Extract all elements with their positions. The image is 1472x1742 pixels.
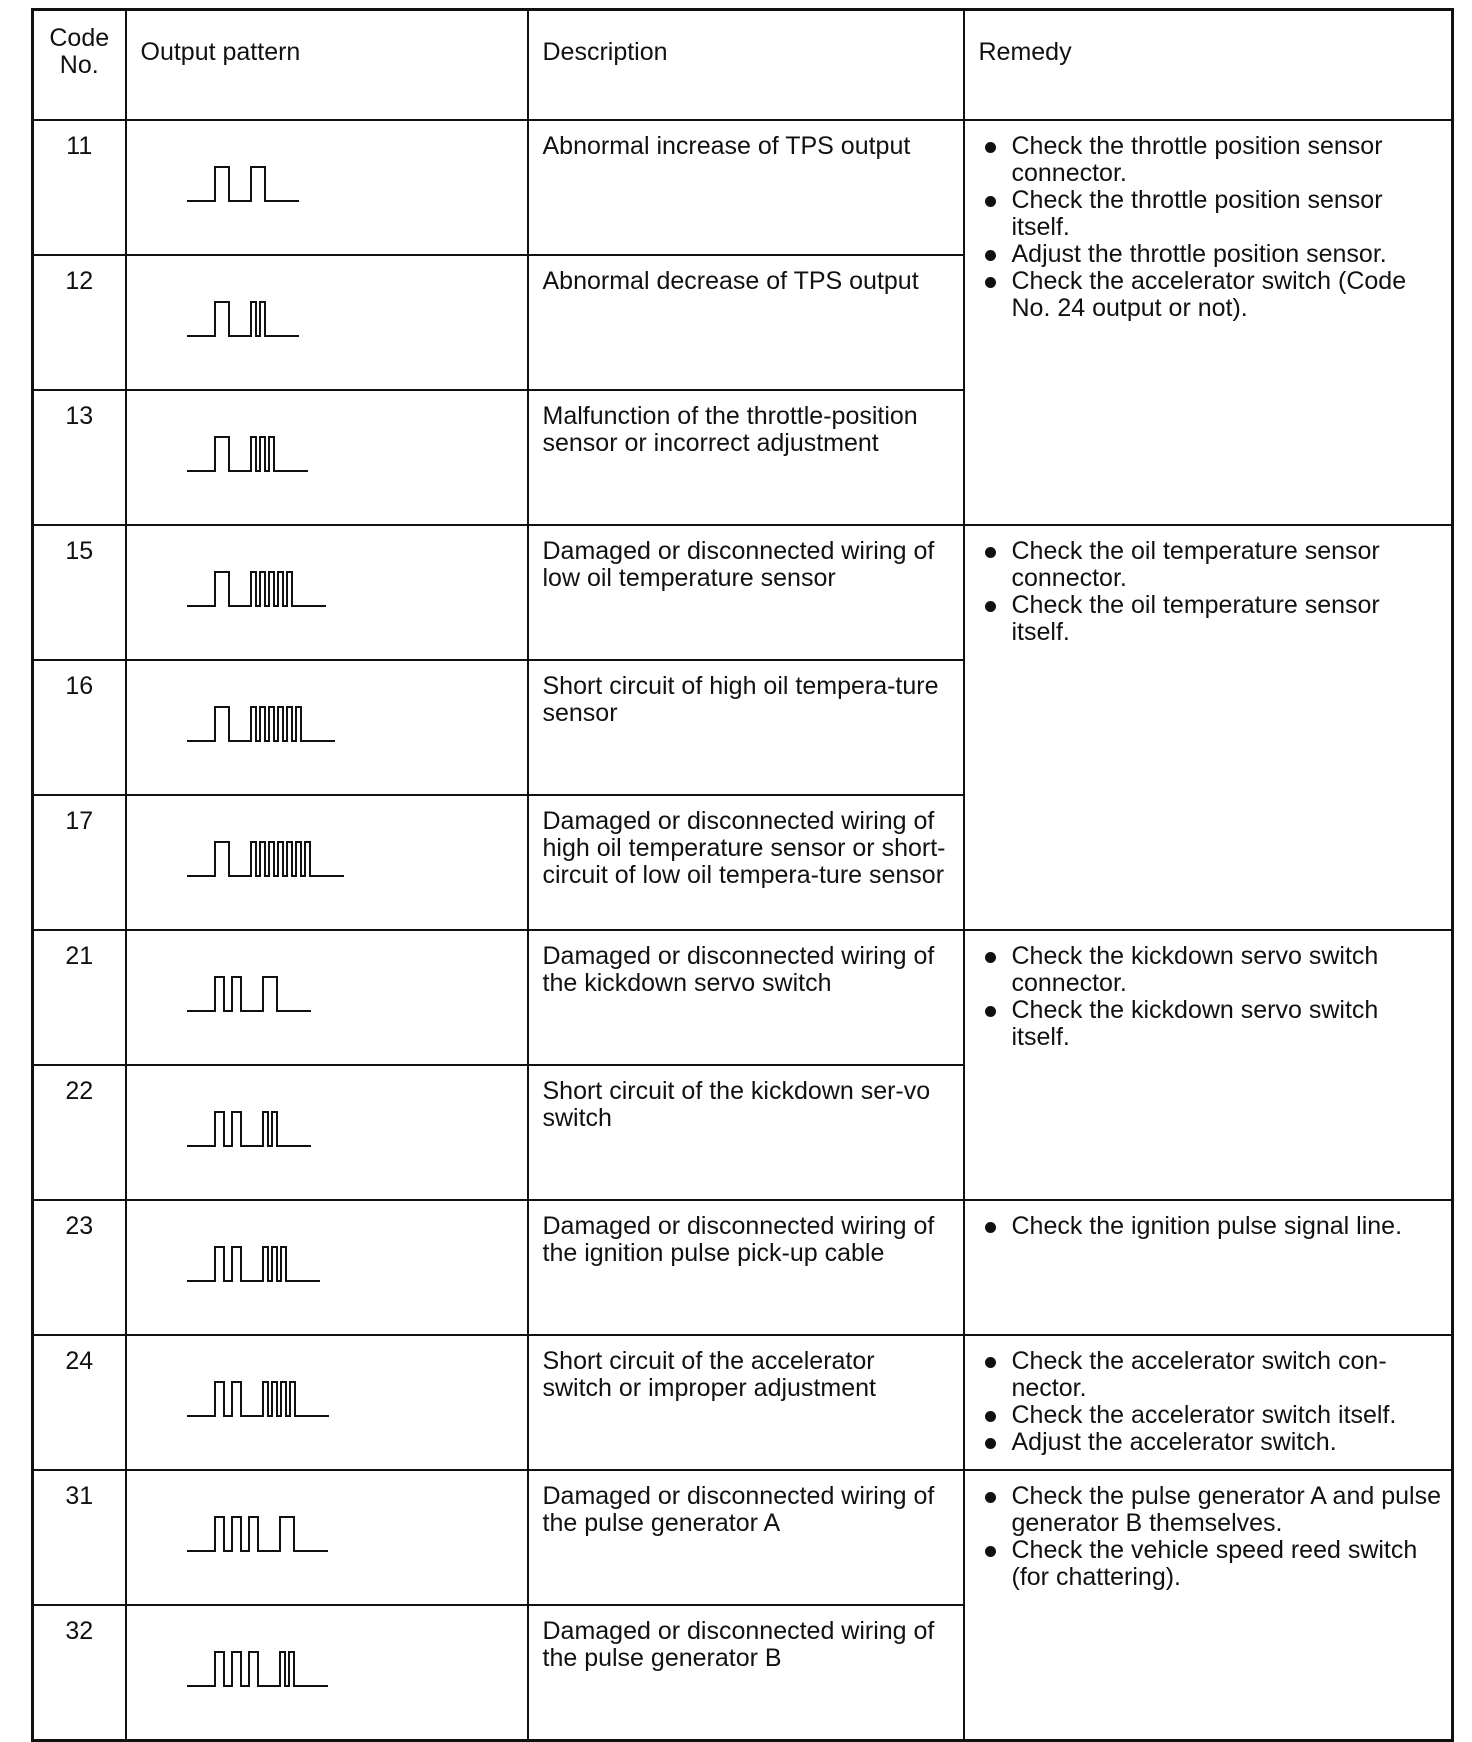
output-pattern-cell: [126, 660, 528, 795]
pulse-waveform-line: [187, 572, 326, 606]
table-row: [33, 1335, 1453, 1470]
table-row: [33, 1200, 1453, 1335]
remedy-item: Check the throttle position sensor itself.: [977, 187, 1444, 241]
pulse-waveform-line: [187, 1652, 328, 1686]
description-cell: Abnormal decrease of TPS output: [528, 255, 964, 390]
description-cell: Short circuit of the kickdown ser-vo switch: [528, 1065, 964, 1200]
remedy-cell: [964, 1200, 1453, 1335]
remedy-list: [977, 538, 1444, 646]
description-cell: Short circuit of the accelerator switch or improper adjustment: [528, 1335, 964, 1470]
diagnostic-code-table: [31, 8, 1454, 1742]
pulse-waveform-icon: [187, 566, 328, 610]
pulse-waveform-line: [187, 1247, 320, 1281]
header-row: [33, 10, 1453, 121]
code-number: 24: [33, 1335, 126, 1470]
header-description: Description: [528, 10, 964, 121]
code-number: 32: [33, 1605, 126, 1740]
remedy-item: Check the oil temperature sensor itself.: [977, 592, 1444, 646]
pulse-waveform-line: [187, 167, 299, 201]
pulse-waveform-icon: [187, 1241, 322, 1285]
remedy-item: Check the vehicle speed reed switch (for chattering).: [977, 1537, 1444, 1591]
remedy-cell: [964, 930, 1453, 1200]
code-number: 13: [33, 390, 126, 525]
output-pattern-cell: [126, 390, 528, 525]
output-pattern-cell: [126, 1470, 528, 1605]
remedy-item: Check the kickdown servo switch connector.: [977, 943, 1444, 997]
code-number: 15: [33, 525, 126, 660]
pulse-waveform-icon: [187, 971, 313, 1015]
description-cell: Damaged or disconnected wiring of the ignition pulse pick-up cable: [528, 1200, 964, 1335]
table-row: [33, 525, 1453, 660]
pulse-waveform-icon: [187, 1646, 330, 1690]
header-remedy: Remedy: [964, 10, 1453, 121]
remedy-cell: [964, 1470, 1453, 1740]
pulse-waveform-line: [187, 1517, 328, 1551]
pulse-waveform-icon: [187, 1106, 313, 1150]
header-code-no: Code No.: [33, 10, 126, 121]
code-number: 21: [33, 930, 126, 1065]
output-pattern-cell: [126, 795, 528, 930]
description-cell: Short circuit of high oil tempera-ture sensor: [528, 660, 964, 795]
code-number: 31: [33, 1470, 126, 1605]
output-pattern-cell: [126, 1065, 528, 1200]
code-number: 17: [33, 795, 126, 930]
description-cell: Malfunction of the throttle-position sensor or incorrect adjustment: [528, 390, 964, 525]
table-row: [33, 930, 1453, 1065]
remedy-item: Check the ignition pulse signal line.: [977, 1213, 1444, 1240]
remedy-list: [977, 133, 1444, 322]
description-cell: Damaged or disconnected wiring of the kickdown servo switch: [528, 930, 964, 1065]
remedy-cell: [964, 525, 1453, 930]
table-body: [33, 120, 1453, 1740]
remedy-cell: [964, 120, 1453, 525]
pulse-waveform-icon: [187, 161, 301, 205]
pulse-waveform-line: [187, 707, 335, 741]
output-pattern-cell: [126, 255, 528, 390]
remedy-list: [977, 1483, 1444, 1591]
output-pattern-cell: [126, 1335, 528, 1470]
description-cell: Damaged or disconnected wiring of the pulse generator A: [528, 1470, 964, 1605]
pulse-waveform-line: [187, 1112, 311, 1146]
remedy-list: [977, 1213, 1444, 1240]
output-pattern-cell: [126, 930, 528, 1065]
pulse-waveform-icon: [187, 1511, 330, 1555]
remedy-cell: [964, 1335, 1453, 1470]
pulse-waveform-line: [187, 1382, 329, 1416]
remedy-item: Adjust the accelerator switch.: [977, 1429, 1444, 1456]
table-row: [33, 120, 1453, 255]
output-pattern-cell: [126, 1605, 528, 1740]
description-cell: Damaged or disconnected wiring of low oil temperature sensor: [528, 525, 964, 660]
output-pattern-cell: [126, 1200, 528, 1335]
code-number: 11: [33, 120, 126, 255]
code-number: 22: [33, 1065, 126, 1200]
table-row: [33, 1470, 1453, 1605]
pulse-waveform-icon: [187, 431, 310, 475]
description-cell: Damaged or disconnected wiring of high oil temperature sensor or short-circuit of low oil tempera-ture sensor: [528, 795, 964, 930]
remedy-item: Check the accelerator switch con-nector.: [977, 1348, 1444, 1402]
remedy-item: Check the accelerator switch (Code No. 24 output or not).: [977, 268, 1444, 322]
code-number: 12: [33, 255, 126, 390]
output-pattern-cell: [126, 120, 528, 255]
description-cell: Damaged or disconnected wiring of the pulse generator B: [528, 1605, 964, 1740]
pulse-waveform-icon: [187, 296, 301, 340]
remedy-item: Adjust the throttle position sensor.: [977, 241, 1444, 268]
pulse-waveform-icon: [187, 701, 337, 745]
pulse-waveform-line: [187, 977, 311, 1011]
remedy-list: [977, 943, 1444, 1051]
pulse-waveform-line: [187, 842, 344, 876]
remedy-item: Check the pulse generator A and pulse generator B themselves.: [977, 1483, 1444, 1537]
pulse-waveform-icon: [187, 1376, 331, 1420]
remedy-item: Check the oil temperature sensor connector.: [977, 538, 1444, 592]
pulse-waveform-icon: [187, 836, 346, 880]
code-number: 23: [33, 1200, 126, 1335]
remedy-item: Check the accelerator switch itself.: [977, 1402, 1444, 1429]
output-pattern-cell: [126, 525, 528, 660]
code-number: 16: [33, 660, 126, 795]
pulse-waveform-line: [187, 302, 299, 336]
description-cell: Abnormal increase of TPS output: [528, 120, 964, 255]
remedy-item: Check the throttle position sensor connector.: [977, 133, 1444, 187]
remedy-list: [977, 1348, 1444, 1456]
header-output-pattern: Output pattern: [126, 10, 528, 121]
remedy-item: Check the kickdown servo switch itself.: [977, 997, 1444, 1051]
pulse-waveform-line: [187, 437, 308, 471]
